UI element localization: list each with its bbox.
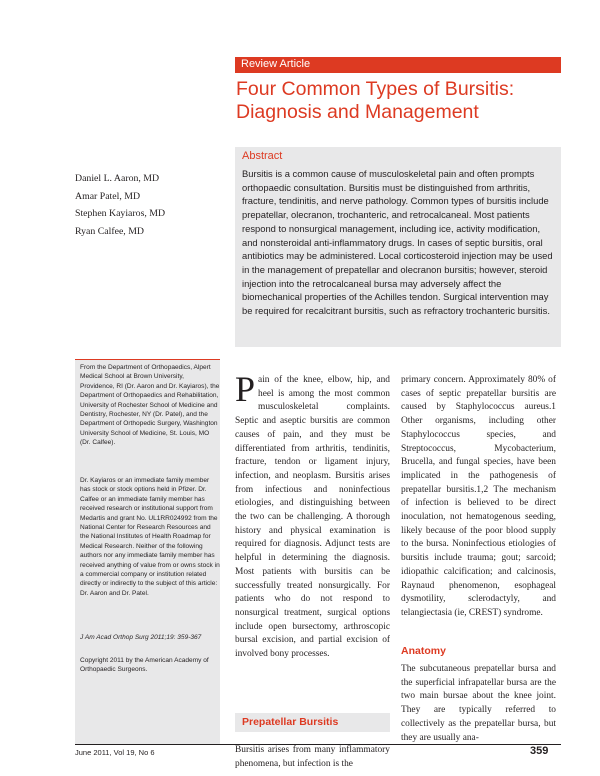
abstract-heading: Abstract xyxy=(242,150,283,162)
title-line-1: Four Common Types of Bursitis: xyxy=(236,78,515,100)
author-list xyxy=(75,170,165,240)
title-line-2: Diagnosis and Management xyxy=(236,101,479,123)
author-name: Stephen Kayiaros, MD xyxy=(75,208,166,219)
footer-rule xyxy=(75,744,561,745)
drop-cap: P xyxy=(235,369,256,409)
affiliation-disclosure: Dr. Kayiaros or an immediate family member has stock or stock options held in Pfizer. Dr. Calfee or an immediate family member has received research or institutional support from Medartis and grant No. UL1RR024992 from the National Center for Research Resources and the National Institutes of Health Roadmap for Medical Research. Neither of the following authors nor any immediate family member has received anything of value from or owns stock in a commercial company or institution related directly or indirectly to the subject of this article: Dr. Aaron and Dr. Patel. xyxy=(80,477,220,597)
journal-citation: J Am Acad Orthop Surg 2011;19: 359-367 xyxy=(80,634,202,641)
abstract-box xyxy=(235,147,561,347)
author-name: Ryan Calfee, MD xyxy=(75,225,144,237)
prepatellar-paragraph: Bursitis arises from many inflammatory phenomena, but infection is the xyxy=(235,745,390,769)
section-heading-anatomy: Anatomy xyxy=(401,645,446,657)
intro-paragraph: ain of the knee, elbow, hip, and heel is among the most common musculoskeletal complaints. Septic and aseptic bursitis are common causes of pain, and they must be differentiated from arthritis, tendinitis, fracture, tendon or ligament injury, infection, and neoplasm. Bursitis arises from infectious and noninfectious etiologies, and distinguishing between the two can be challenging. A thorough history and physical examination is required for diagnosis. Adjunct tests are helpful in determining the diagnosis. Most patients with bursitis can be successfully treated nonsurgically. For patients who do not respond to nonsurgical treatment, surgical options include open bursectomy, arthroscopic bursal excision, and partial excision of involved bony processes. xyxy=(235,375,390,660)
section-heading-prepatellar: Prepatellar Bursitis xyxy=(242,716,339,728)
issue-info: June 2011, Vol 19, No 6 xyxy=(75,748,155,757)
anatomy-paragraph: The subcutaneous prepatellar bursa and the superficial infrapatellar bursa are the two main bursae about the knee joint. They are typically referred to collectively as the prepatellar bursa, but they are usually ana- xyxy=(401,664,556,743)
page-number: 359 xyxy=(530,745,549,757)
author-name: Daniel L. Aaron, MD xyxy=(75,173,160,184)
affiliation-departments: From the Department of Orthopaedics, Alpert Medical School at Brown University, Providence, RI (Dr. Aaron and Dr. Kayiaros), the Department of Orthopaedics and Rehabilitation, University of Rochester School of Medicine and Dentistry, Rochester, NY (Dr. Patel), and the Department of Orthopedic Surgery, Washington University School of Medicine, St. Louis, MO (Dr. Calfee). xyxy=(80,364,220,447)
body-column-2: primary concern. Approximately 80% of cases of septic prepatellar bursitis are caused by Staphylococcus aureus.1 Other organisms, including other Staphylococcus species, and Streptococcus, Mycobacterium, Brucella, and fungal species, have been implicated in the pathogenesis of prepatellar bursitis.1,2 The mechanism of infection is believed to be direct inoculation, not hematogenous seeding, likely because of the poor blood supply to the bursa. Noninfectious etiologies of bursitis include trauma; gout; sarcoid; idiopathic calcification; and calcinosis, Raynaud phenomenon, esophageal dysmotility, sclerodactyly, and telangiectasia (ie, CREST) syndrome. xyxy=(401,375,556,618)
article-type-bar xyxy=(235,57,561,73)
copyright-notice: Copyright 2011 by the American Academy of Orthopaedic Surgeons. xyxy=(80,657,209,674)
article-type-label: Review Article xyxy=(241,58,311,70)
abstract-text: Bursitis is a common cause of musculoskeletal pain and often prompts orthopaedic consultation. Bursitis must be distinguished from arthritis, fracture, tendinitis, and nerve pathology. Common types of bursitis include prepatellar, olecranon, trochanteric, and retrocalcaneal. Most patients respond to nonsurgical management, including ice, activity modification, and nonsteroidal anti-inflammatory drugs. In cases of septic bursitis, oral antibiotics may be administered. Local corticosteroid injection may be used in the management of prepatellar and olecranon bursitis; however, steroid injection into the retrocalcaneal bursa may adversely affect the biomechanical properties of the Achilles tendon. Surgical intervention may be required for recalcitrant bursitis, such as refractory trochanteric bursitis. xyxy=(242,168,553,317)
article-title xyxy=(236,78,576,124)
section-heading-box xyxy=(235,713,390,732)
body-column-1 xyxy=(235,369,390,662)
author-name: Amar Patel, MD xyxy=(75,190,141,202)
